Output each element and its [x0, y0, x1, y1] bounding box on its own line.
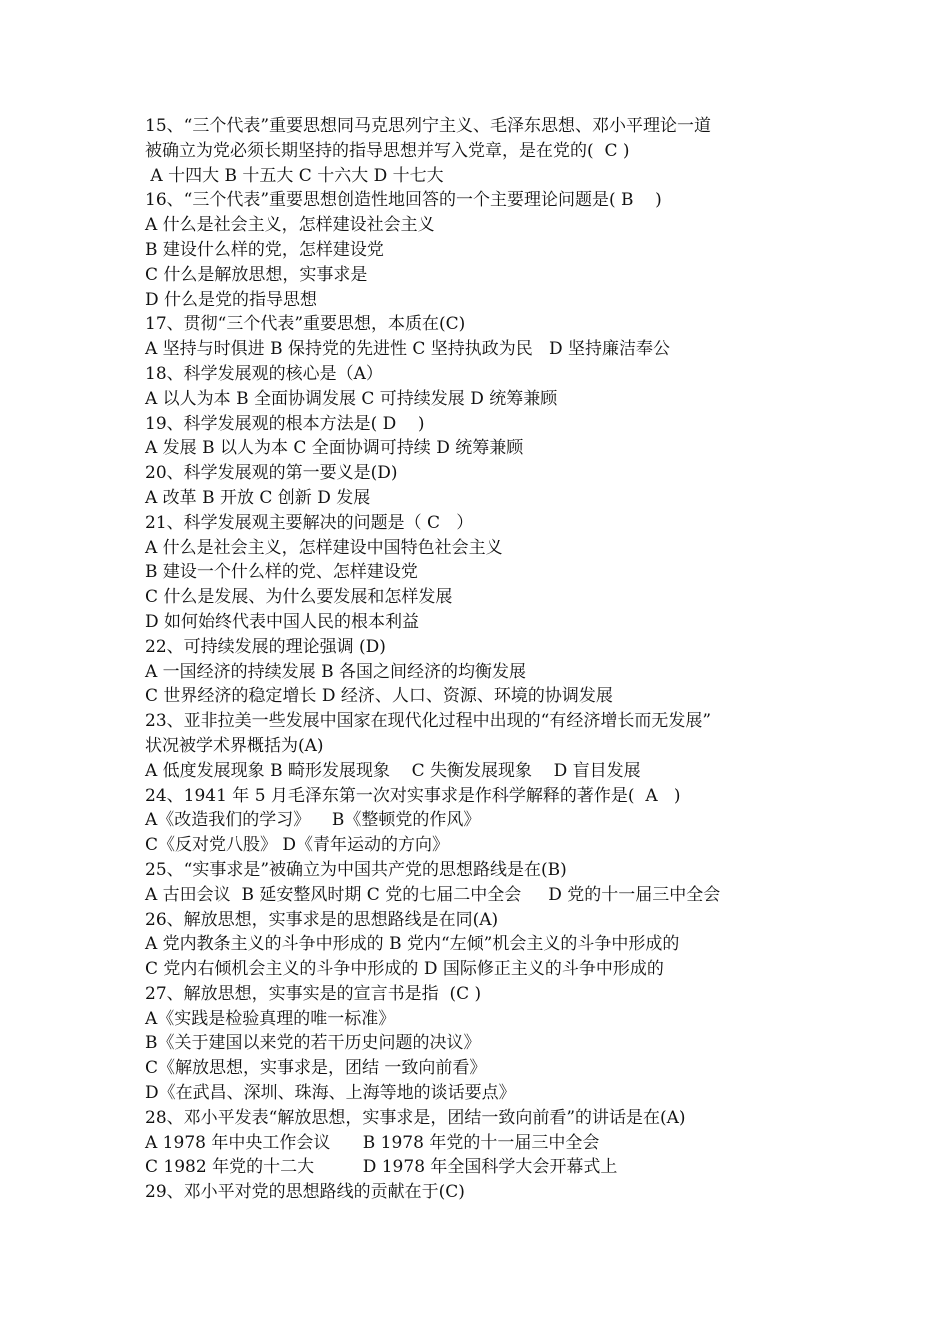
- text-line: 18、科学发展观的核心是（A）: [145, 363, 383, 384]
- question-text-block: [145, 114, 825, 1205]
- text-line: A 1978 年中央工作会议 B 1978 年党的十一届三中全会: [145, 1132, 600, 1153]
- text-line: 20、科学发展观的第一要义是(D): [145, 463, 398, 484]
- text-line: B 建设一个什么样的党、怎样建设党: [145, 562, 418, 583]
- text-line: A 什么是社会主义，怎样建设中国特色社会主义: [145, 537, 503, 558]
- text-line: A 发展 B 以人为本 C 全面协调可持续 D 统筹兼顾: [145, 438, 524, 459]
- text-line: B 建设什么样的党，怎样建设党: [145, 239, 384, 260]
- text-line: A《改造我们的学习》 B《整顿党的作风》: [145, 810, 481, 831]
- text-line: A《实践是检验真理的唯一标准》: [145, 1008, 396, 1029]
- text-line: A 党内教条主义的斗争中形成的 B 党内“左倾”机会主义的斗争中形成的: [145, 934, 680, 955]
- text-line: 29、邓小平对党的思想路线的贡献在于(C): [145, 1182, 465, 1203]
- text-line: A 坚持与时俱进 B 保持党的先进性 C 坚持执政为民 D 坚持廉洁奉公: [145, 339, 671, 360]
- text-line: 19、科学发展观的根本方法是( D ): [145, 413, 425, 434]
- text-line: C 世界经济的稳定增长 D 经济、人口、资源、环境的协调发展: [145, 686, 613, 707]
- text-line: A 以人为本 B 全面协调发展 C 可持续发展 D 统筹兼顾: [145, 388, 558, 409]
- text-line: 25、“实事求是”被确立为中国共产党的思想路线是在(B): [145, 859, 567, 880]
- text-line: A 什么是社会主义，怎样建设社会主义: [145, 215, 435, 236]
- text-line: 21、科学发展观主要解决的问题是（ C ）: [145, 512, 474, 533]
- text-line: A 十四大 B 十五大 C 十六大 D 十七大: [145, 165, 444, 186]
- text-line: A 古田会议 B 延安整风时期 C 党的七届二中全会 D 党的十一届三中全会: [145, 884, 721, 905]
- text-line: 28、邓小平发表“解放思想，实事求是，团结一致向前看”的讲话是在(A): [145, 1107, 686, 1128]
- text-line: D 如何始终代表中国人民的根本利益: [145, 611, 420, 632]
- text-line: D 什么是党的指导思想: [145, 289, 318, 310]
- text-line: 27、解放思想，实事实是的宣言书是指 (C ): [145, 983, 482, 1004]
- text-line: 24、1941 年 5 月毛泽东第一次对实事求是作科学解释的著作是( A ): [145, 785, 681, 806]
- text-line: A 一国经济的持续发展 B 各国之间经济的均衡发展: [145, 661, 526, 682]
- text-line: B《关于建国以来党的若干历史问题的决议》: [145, 1033, 481, 1054]
- text-line: 17、贯彻“三个代表”重要思想，本质在(C): [145, 314, 466, 335]
- text-line: A 低度发展现象 B 畸形发展现象 C 失衡发展现象 D 盲目发展: [145, 760, 641, 781]
- text-line: C《反对党八股》 D《青年运动的方向》: [145, 835, 450, 856]
- text-line: 状况被学术界概括为(A): [145, 735, 324, 756]
- text-line: 被确立为党必须长期坚持的指导思想并写入党章，是在党的( C ): [145, 140, 630, 161]
- text-line: 22、可持续发展的理论强调 (D): [145, 636, 386, 657]
- text-line: 23、亚非拉美一些发展中国家在现代化过程中出现的“有经济增长而无发展”: [145, 711, 712, 732]
- text-line: 26、解放思想，实事求是的思想路线是在同(A): [145, 909, 499, 930]
- text-line: C《解放思想，实事求是，团结 一致向前看》: [145, 1058, 487, 1079]
- text-line: C 什么是发展、为什么要发展和怎样发展: [145, 587, 453, 608]
- text-line: 15、“三个代表”重要思想同马克思列宁主义、毛泽东思想、邓小平理论一道: [145, 116, 712, 136]
- text-line: D《在武昌、深圳、珠海、上海等地的谈话要点》: [145, 1083, 516, 1104]
- text-line: A 改革 B 开放 C 创新 D 发展: [145, 487, 371, 508]
- text-line: 16、“三个代表”重要思想创造性地回答的一个主要理论问题是( B ): [145, 190, 662, 211]
- text-line: C 什么是解放思想，实事求是: [145, 264, 368, 285]
- text-line: C 1982 年党的十二大 D 1978 年全国科学大会开幕式上: [145, 1157, 618, 1178]
- text-line: C 党内右倾机会主义的斗争中形成的 D 国际修正主义的斗争中形成的: [145, 959, 664, 980]
